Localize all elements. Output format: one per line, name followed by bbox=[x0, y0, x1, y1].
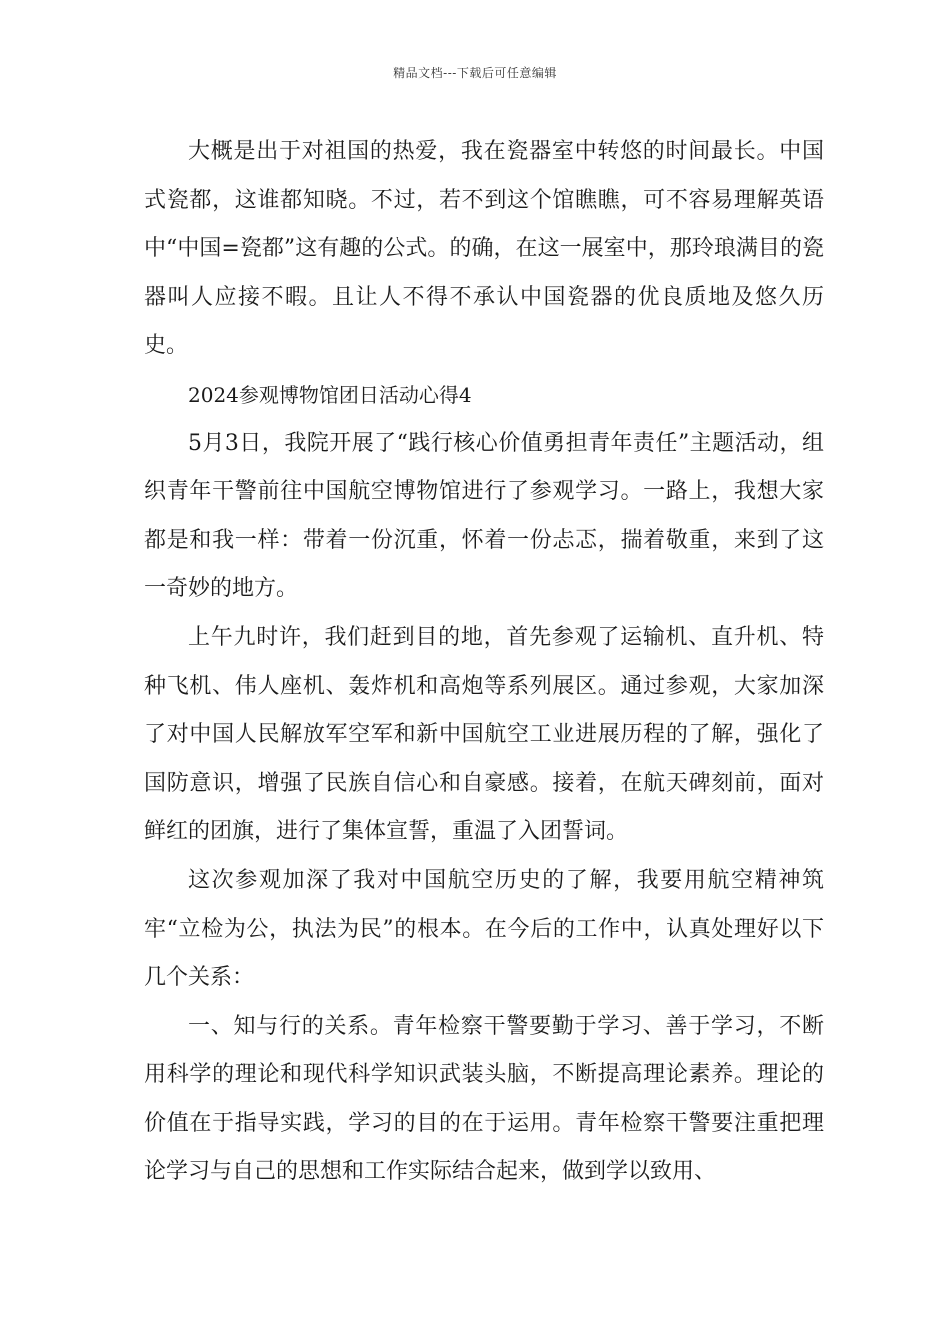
document-body bbox=[144, 128, 824, 1197]
section-heading: 2024参观博物馆团日活动心得4 bbox=[188, 382, 472, 407]
paragraph-porcelain: 大概是出于对祖国的热爱，我在瓷器室中转悠的时间最长。中国式瓷都，这谁都知晓。不过，若不到这个馆瞧瞧，可不容易理解英语中“中国=瓷都”这有趣的公式。的确，在这一展室中，那玲琅满目的瓷器叫人应接不暇。且让人不得不承认中国瓷器的优良质地及悠久历史。 bbox=[144, 139, 824, 359]
paragraph-visit: 上午九时许，我们赶到目的地，首先参观了运输机、直升机、特种飞机、伟人座机、轰炸机和高炮等系列展区。通过参观，大家加深了对中国人民解放军空军和新中国航空工业进展历程的了解，强化了国防意识，增强了民族自信心和自豪感。接着，在航天碑刻前，面对鲜红的团旗，进行了集体宣誓，重温了入团誓词。 bbox=[144, 624, 824, 845]
page-header: 精品文档---下载后可任意编辑 bbox=[393, 66, 557, 80]
paragraph-knowledge-action: 一、知与行的关系。青年检察干警要勤于学习、善于学习，不断用科学的理论和现代科学知识武装头脑，不断提高理论素养。理论的价值在于指导实践，学习的目的在于运用。青年检察干警要注重把理论学习与自己的思想和工作实际结合起来，做到学以致用、 bbox=[144, 1013, 824, 1185]
paragraph-reflection: 这次参观加深了我对中国航空历史的了解，我要用航空精神筑牢“立检为公，执法为民”的根本。在今后的工作中，认真处理好以下几个关系： bbox=[144, 867, 824, 991]
paragraph-activity: 5月3日，我院开展了“践行核心价值勇担青年责任”主题活动，组织青年干警前往中国航空博物馆进行了参观学习。一路上，我想大家都是和我一样：带着一份沉重，怀着一份忐忑，揣着敬重，来到了这一奇妙的地方。 bbox=[144, 430, 824, 602]
